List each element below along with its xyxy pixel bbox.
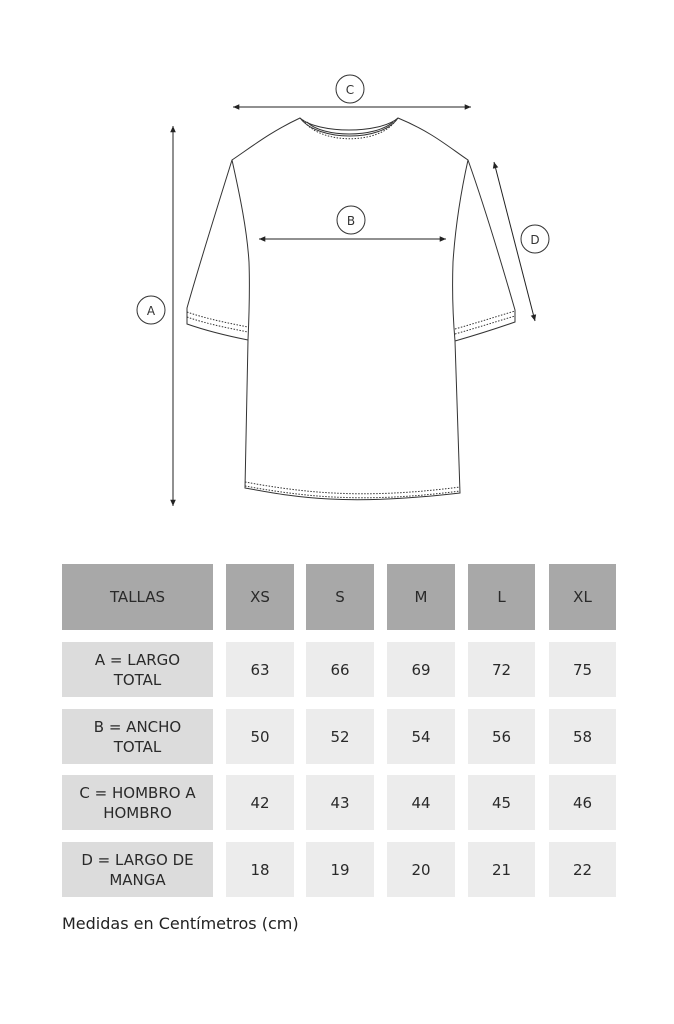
label-c-text: C — [345, 83, 355, 97]
label-b-text: B — [346, 214, 356, 228]
label-a — [137, 296, 165, 324]
table-cell: 44 — [387, 775, 455, 830]
table-header-size: M — [387, 564, 455, 630]
table-cell: 66 — [306, 642, 374, 697]
table-cell: 20 — [387, 842, 455, 897]
row-label-largo-de-manga: D = LARGO DE MANGA — [62, 842, 213, 897]
table-cell: 72 — [468, 642, 535, 697]
table-cell: 43 — [306, 775, 374, 830]
table-cell: 19 — [306, 842, 374, 897]
label-c — [336, 75, 364, 103]
table-cell: 75 — [549, 642, 616, 697]
table-cell: 69 — [387, 642, 455, 697]
tshirt-outline — [187, 118, 515, 500]
table-cell: 52 — [306, 709, 374, 764]
table-cell: 63 — [226, 642, 294, 697]
table-cell: 58 — [549, 709, 616, 764]
table-header-size: S — [306, 564, 374, 630]
table-cell: 54 — [387, 709, 455, 764]
table-header-size: L — [468, 564, 535, 630]
table-cell: 18 — [226, 842, 294, 897]
table-cell: 46 — [549, 775, 616, 830]
row-label-ancho-total: B = ANCHO TOTAL — [62, 709, 213, 764]
table-cell: 45 — [468, 775, 535, 830]
units-note: Medidas en Centímetros (cm) — [62, 914, 299, 933]
label-d-text: D — [530, 233, 540, 247]
row-label-hombro-a-hombro: C = HOMBRO A HOMBRO — [62, 775, 213, 830]
label-b — [337, 206, 365, 234]
table-header-tallas: TALLAS — [62, 564, 213, 630]
table-header-size: XS — [226, 564, 294, 630]
label-d — [521, 225, 549, 253]
table-header-size: XL — [549, 564, 616, 630]
row-label-largo-total: A = LARGO TOTAL — [62, 642, 213, 697]
table-cell: 42 — [226, 775, 294, 830]
label-a-text: A — [146, 304, 156, 318]
table-cell: 50 — [226, 709, 294, 764]
table-cell: 56 — [468, 709, 535, 764]
table-cell: 21 — [468, 842, 535, 897]
table-cell: 22 — [549, 842, 616, 897]
